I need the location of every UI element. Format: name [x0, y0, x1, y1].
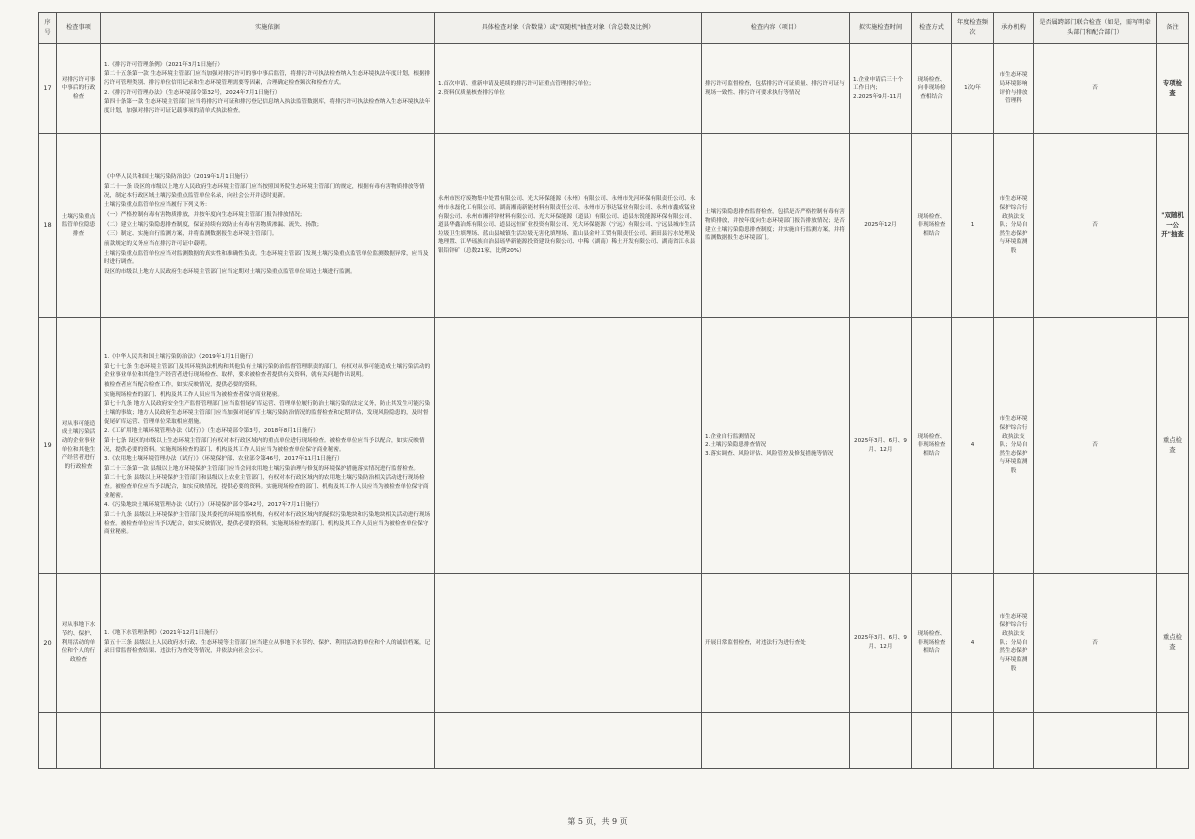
header-row [39, 13, 1189, 44]
row-basis [101, 318, 435, 574]
row-basis [101, 44, 435, 134]
basis-line: 第十七条 设区的市级以上生态环境主管部门有权对本行政区域内的重点单位进行现场检查。被检查单位应当予以配合，如实反映情况，提供必要的资料。实施现场检查的部门、机构及其工作人员应当为被检查单位保守商业秘密。 [104, 437, 425, 453]
row-basis [101, 574, 435, 713]
empty-cell [702, 713, 850, 769]
row-dept: 市生态环境保护综合行政执法支队；分局自然生态保护与环境监测股 [994, 574, 1034, 713]
row-item: 土壤污染重点监管单位隐患排查 [57, 134, 101, 318]
row-method: 现场检查、非现场检查相结合 [912, 318, 952, 574]
basis-line: 设区的市级以上地方人民政府生态环境主管部门应当定期对土壤污染重点监管单位周边土壤进行监测。 [104, 268, 356, 275]
row-joint: 否 [1034, 318, 1157, 574]
basis-line: 2.《排污许可管理办法》（生态环境部令第32号，2024年7月1日施行） [104, 89, 281, 96]
row-seq: 17 [39, 44, 57, 134]
row-target: 永州市医疗废物集中处置有限公司、光大环保能源（永州）有限公司、永州市先河环保有限责任公司、永州市永磊化工有限公司、湖南湘南新能材料有限责任公司、永州市万事达锰业有限公司、永州市鑫成锰业有限公司、永州市湘祥锌材料有限公司、光大环保能源（道县）有限公司、道县东锐能源环保有限公司、道县华鑫冶炼有限公司、道县远恒矿业投资有限公司、光大环保能源（宁远）有限公司、宁远县城市生活垃圾卫生填埋场、蓝山县城镇生活垃圾无害化填埋场、蓝山县金叶工贸有限责任公司、新田县污水处理及地理置、江华瑶族自治县瑶华新能源投资建设有限公司、中稀（湖南）稀土开发有限公司、湖南省江永县银铅锌矿（总数21家，比例20%） [435, 134, 702, 318]
basis-line: 土壤污染重点监管单位应当对监测数据的真实性和准确性负责。生态环境主管部门发现土壤污染重点监管单位监测数据异常，应当及时进行调查。 [104, 250, 429, 266]
row-method: 现场检查、非现场检查相结合 [912, 574, 952, 713]
header-time: 拟实施检查时间 [850, 13, 912, 44]
table-row [39, 318, 1189, 574]
basis-line: 实施现场检查的部门、机构及其工作人员应当为被检查者保守商业秘密。 [104, 391, 284, 398]
basis-line: 第二十一条 设区的市级以上地方人民政府生态环境主管部门应当按照国务院生态环境主管部门的规定，根据有毒有害物质排放等情况，制定本行政区域土壤污染重点监管单位名录，向社会公开并适时更新。 [104, 184, 425, 199]
row-content: 开展日常监督检查，对违法行为进行查处 [702, 574, 850, 713]
row-seq: 20 [39, 574, 57, 713]
row-content: 1.企业自行监测情况 2.土壤污染隐患排查情况 3.落实调查、风险评估、风险管控及修复措施等情况 [702, 318, 850, 574]
row-item: 对排污许可事中事后的行政检查 [57, 44, 101, 134]
basis-line: 2.《工矿用地土壤环境管理办法（试行）》（生态环境部令第3号，2018年8月1日施行） [104, 428, 319, 435]
page-footer: 第 5 页，共 9 页 [567, 817, 628, 826]
row-target [435, 574, 702, 713]
empty-cell [994, 713, 1034, 769]
row-basis [101, 134, 435, 318]
header-dept: 承办机构 [994, 13, 1034, 44]
row-time: 2025年3月、6月、9月、12月 [850, 318, 912, 574]
row-content: 排污许可监督检查，包括排污许可证质量、排污许可证与现场一致性、排污许可要求执行等情况 [702, 44, 850, 134]
basis-line: 第七十九条 地方人民政府安全生产监督管理部门应当监督尾矿库运营、管理单位履行防治土壤污染的法定义务，防止其发生可能污染土壤的事故；地方人民政府生态环境主管部门应当加强对尾矿库土壤污染防治情况的监督检查和定期评估，发现风险隐患的，及时督促尾矿库运营、管理单位采取相应措施。 [104, 401, 431, 425]
row-joint: 否 [1034, 44, 1157, 134]
basis-line: 3.《农用地土壤环境管理办法（试行）》（环境保护部、农业部令第46号，2017年11月1日施行） [104, 456, 343, 463]
row-note: "双随机一公开"抽查 [1157, 134, 1189, 318]
basis-line: （二）建立土壤污染隐患排查制度，保证持续有效防止有毒有害物质渗漏、流失、扬散； [104, 221, 323, 228]
row-dept: 市生态环境保护综合行政执法支队；分局自然生态保护与环境监测股 [994, 134, 1034, 318]
empty-cell [850, 713, 912, 769]
row-time: 2025年3月、6月、9月、12月 [850, 574, 912, 713]
basis-line: （一）严格控制有毒有害物质排放，并按年度向生态环境主管部门报告排放情况； [104, 212, 306, 219]
header-joint: 是否属跨部门联合检查（如是，需写明牵头部门和配合部门） [1034, 13, 1157, 44]
basis-line: 第二十三条第一款 县级以上地方环境保护主管部门应当会同农用地土壤污染治理与修复的环境保护措施落实情况进行监督检查。 [104, 465, 420, 472]
row-seq: 19 [39, 318, 57, 574]
empty-cell [39, 713, 57, 769]
basis-line: 第二十七条 县级以上环境保护主管部门和县级以上农业主管部门，有权对本行政区域内的农用地土壤污染防治相关活动进行现场检查。被检查单位应当予以配合，如实反映情况，提供必要的资料。实施现场检查的部门、机构及其工作人员应当为被检查单位保守商业秘密。 [104, 475, 429, 499]
empty-cell [435, 713, 702, 769]
header-seq: 序号 [39, 13, 57, 44]
basis-line: 第二十九条 县级以上环境保护主管部门及其委托的环境监察机构，有权对本行政区域内的疑似污染地块和污染地块相关活动进行现场检查。被检查单位应当予以配合，如实反映情况，提供必要的资料。实施现场检查的部门、机构及其工作人员应当为被检查单位保守商业秘密。 [104, 512, 431, 536]
basis-line: 前款规定的义务应当在排污许可证中载明。 [104, 240, 211, 247]
empty-cell [952, 713, 994, 769]
row-note: 重点检查 [1157, 318, 1189, 574]
header-freq: 年度检查频次 [952, 13, 994, 44]
row-dept: 市生态环境局环境影响评价与排放管理科 [994, 44, 1034, 134]
row-method: 现场检查、非现场检查相结合 [912, 134, 952, 318]
header-target: 具体检查对象（含数量）或"双随机"抽查对象（含总数及比例） [435, 13, 702, 44]
row-freq: 4 [952, 318, 994, 574]
row-time: 1.企业申请后三十个工作日内； 2.2025年9月-11月 [850, 44, 912, 134]
row-freq: 1次/年 [952, 44, 994, 134]
empty-cell [912, 713, 952, 769]
row-note: 重点检查 [1157, 574, 1189, 713]
row-content: 土壤污染隐患排查监督检查，包括是否严格控制有毒有害物质排放，并按年度向生态环境部门报告排放情况；是否建立土壤污染隐患排查制度；并实施自行监测方案，并将监测数据报生态环境部门。 [702, 134, 850, 318]
row-note: 专项检查 [1157, 44, 1189, 134]
empty-cell [1157, 713, 1189, 769]
inspection-plan-sheet [38, 12, 1188, 812]
basis-line: 1.《排污许可管理条例》（2021年3月1日施行） [104, 61, 223, 68]
basis-line: （三）制定、实施自行监测方案，并将监测数据报生态环境主管部门。 [104, 231, 278, 238]
table-row [39, 44, 1189, 134]
basis-line: 第七十七条 生态环境主管部门及其环境执法机构和其他负有土壤污染防治监督管理职责的部门，有权对从事可能造成土壤污染活动的企业事业单位和其他生产经营者进行现场检查、取样，要求被检查者提供有关资料，就有关问题作出说明。 [104, 363, 431, 379]
basis-line: 被检查者应当配合检查工作，如实反映情况，提供必要的资料。 [104, 381, 261, 388]
table-row [39, 134, 1189, 318]
row-joint: 否 [1034, 134, 1157, 318]
header-method: 检查方式 [912, 13, 952, 44]
header-basis: 实施依据 [101, 13, 435, 44]
basis-line: 《中华人民共和国土壤污染防治法》（2019年1月1日施行） [104, 174, 252, 181]
basis-line: 第二十五条第一款 生态环境主管部门应当加强对排污许可的事中事后监管，将排污许可执法检查纳入生态环境执法年度计划，根据排污许可管理类别、排污单位信用记录和生态环境管理需要等因素，合理确定检查频次和检查方式。 [104, 71, 431, 86]
basis-line: 4.《污染地块土壤环境管理办法（试行）》（环境保护部令第42号，2017年7月1日施行） [104, 502, 323, 509]
row-target [435, 318, 702, 574]
basis-line: 1.《地下水管理条例》（2021年12月1日施行） [104, 630, 221, 637]
empty-cell [57, 713, 101, 769]
header-item: 检查事项 [57, 13, 101, 44]
row-method: 现场检查、向非现场检查相结合 [912, 44, 952, 134]
basis-line: 1.《中华人民共和国土壤污染防治法》（2019年1月1日施行） [104, 353, 257, 360]
row-seq: 18 [39, 134, 57, 318]
basis-line: 土壤污染重点监管单位应当履行下列义务： [104, 202, 211, 209]
basis-line: 第五十三条 县级以上人民政府水行政、生态环境等主管部门应当建立从事地下水节约、保护、利用活动的单位和个人的诚信档案，记录日常监督检查结果、违法行为查处等情况，并依法向社会公示。 [104, 639, 431, 655]
row-freq: 1 [952, 134, 994, 318]
inspection-plan-table [38, 12, 1189, 769]
row-item: 对从事可能造成土壤污染活动的企业事业单位和其他生产经营者进行的行政检查 [57, 318, 101, 574]
row-joint: 否 [1034, 574, 1157, 713]
empty-cell [101, 713, 435, 769]
row-freq: 4 [952, 574, 994, 713]
table-row [39, 574, 1189, 713]
table-row-empty [39, 713, 1189, 769]
row-dept: 市生态环境保护综合行政执法支队；分局自然生态保护与环境监测股 [994, 318, 1034, 574]
row-time: 2025年12月 [850, 134, 912, 318]
header-content: 检查内容（项目） [702, 13, 850, 44]
basis-line: 第四十条第一款 生态环境主管部门应当将排污许可证和排污登记信息纳入执法监管数据库，将排污许可执法检查纳入生态环境执法年度计划，加强对排污许可证记载事项的清单式执法检查。 [104, 99, 431, 114]
empty-cell [1034, 713, 1157, 769]
header-note: 备注 [1157, 13, 1189, 44]
row-item: 对从事地下水节约、保护、利用活动的单位和个人的行政检查 [57, 574, 101, 713]
row-target: 1.首次申请、重新申请及延续的排污许可证重点管理排污单位； 2.资料仅质量核查排污单位 [435, 44, 702, 134]
